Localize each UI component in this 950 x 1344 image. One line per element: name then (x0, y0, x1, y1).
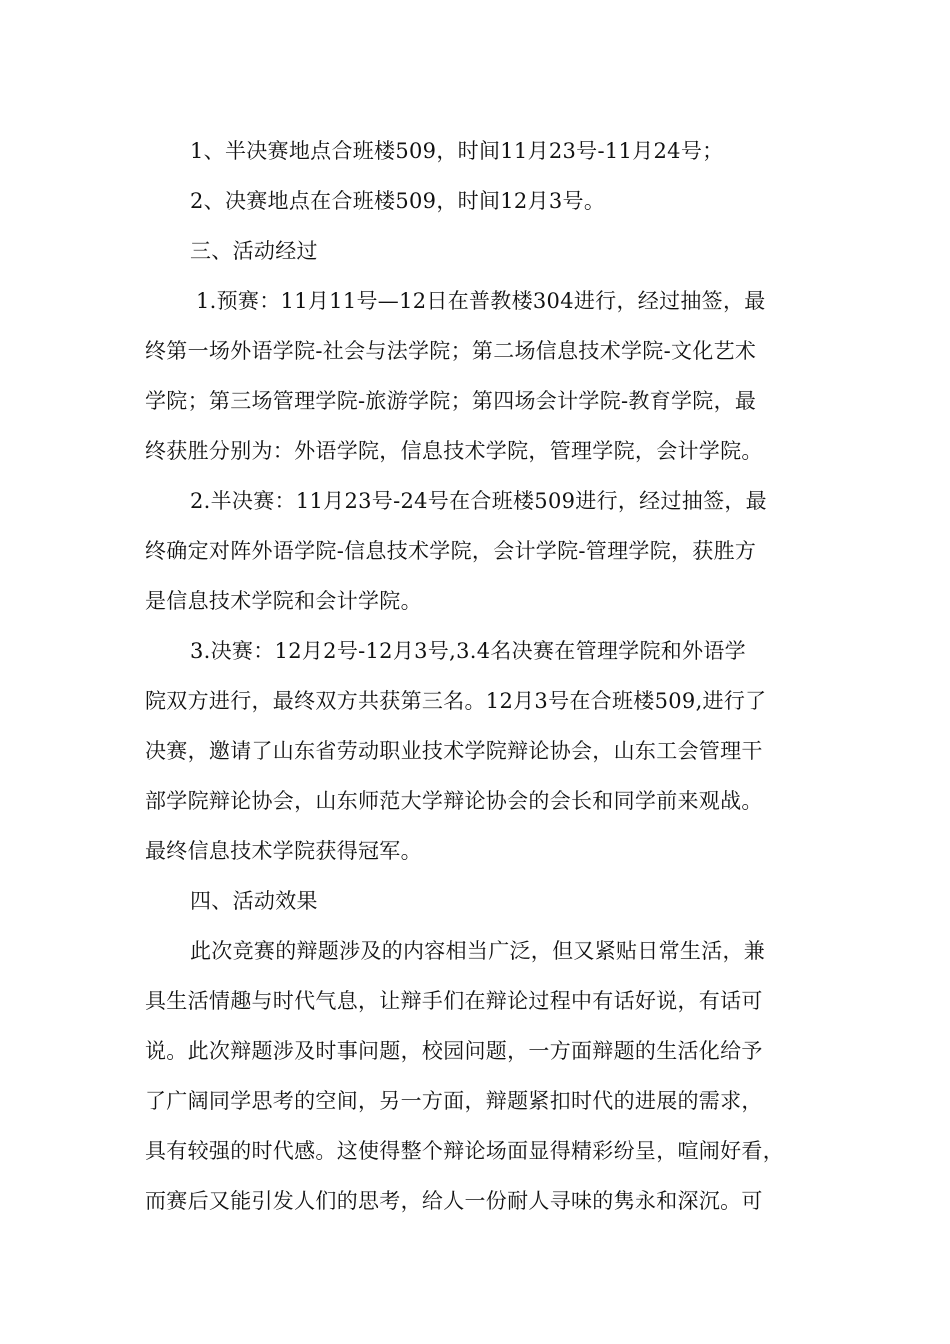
paragraph-effect-line-5: 具有较强的时代感。这使得整个辩论场面显得精彩纷呈，喧闹好看， (145, 1139, 784, 1163)
paragraph-effect-line-2: 具生活情趣与时代气息，让辩手们在辩论过程中有话好说，有话可 (145, 989, 763, 1013)
section-heading-effect: 四、活动效果 (190, 889, 318, 913)
item-final-location: 2、决赛地点在合班楼509，时间12月3号。 (190, 189, 606, 213)
section-heading-process: 三、活动经过 (190, 239, 318, 263)
paragraph-preliminary-line-1: 1.预赛：11月11号—12日在普教楼304进行，经过抽签，最 (196, 289, 766, 313)
paragraph-semifinal-line-3: 是信息技术学院和会计学院。 (145, 589, 422, 613)
paragraph-preliminary-line-3: 学院；第三场管理学院-旅游学院；第四场会计学院-教育学院，最 (145, 389, 757, 413)
paragraph-final-line-3: 决赛，邀请了山东省劳动职业技术学院辩论协会，山东工会管理干 (145, 739, 763, 763)
paragraph-final-line-5: 最终信息技术学院获得冠军。 (145, 839, 422, 863)
paragraph-final-line-4: 部学院辩论协会，山东师范大学辩论协会的会长和同学前来观战。 (145, 789, 763, 813)
paragraph-effect-line-3: 说。此次辩题涉及时事问题，校园问题，一方面辩题的生活化给予 (145, 1039, 763, 1063)
paragraph-effect-line-4: 了广阔同学思考的空间，另一方面，辩题紧扣时代的进展的需求， (145, 1089, 763, 1113)
paragraph-final-line-2: 院双方进行，最终双方共获第三名。12月3号在合班楼509,进行了 (145, 689, 767, 713)
paragraph-preliminary-line-2: 终第一场外语学院-社会与法学院；第二场信息技术学院-文化艺术 (145, 339, 757, 363)
item-semifinal-location: 1、半决赛地点合班楼509，时间11月23号-11月24号； (190, 139, 724, 163)
paragraph-semifinal-line-2: 终确定对阵外语学院-信息技术学院，会计学院-管理学院，获胜方 (145, 539, 757, 563)
paragraph-effect-line-6: 而赛后又能引发人们的思考，给人一份耐人寻味的隽永和深沉。可 (145, 1189, 763, 1213)
paragraph-semifinal-line-1: 2.半决赛：11月23号-24号在合班楼509进行，经过抽签，最 (190, 489, 767, 513)
paragraph-final-line-1: 3.决赛：12月2号-12月3号,3.4名决赛在管理学院和外语学 (190, 639, 746, 663)
paragraph-preliminary-line-4: 终获胜分别为：外语学院，信息技术学院，管理学院，会计学院。 (145, 439, 763, 463)
paragraph-effect-line-1: 此次竞赛的辩题涉及的内容相当广泛，但又紧贴日常生活，兼 (190, 939, 766, 963)
